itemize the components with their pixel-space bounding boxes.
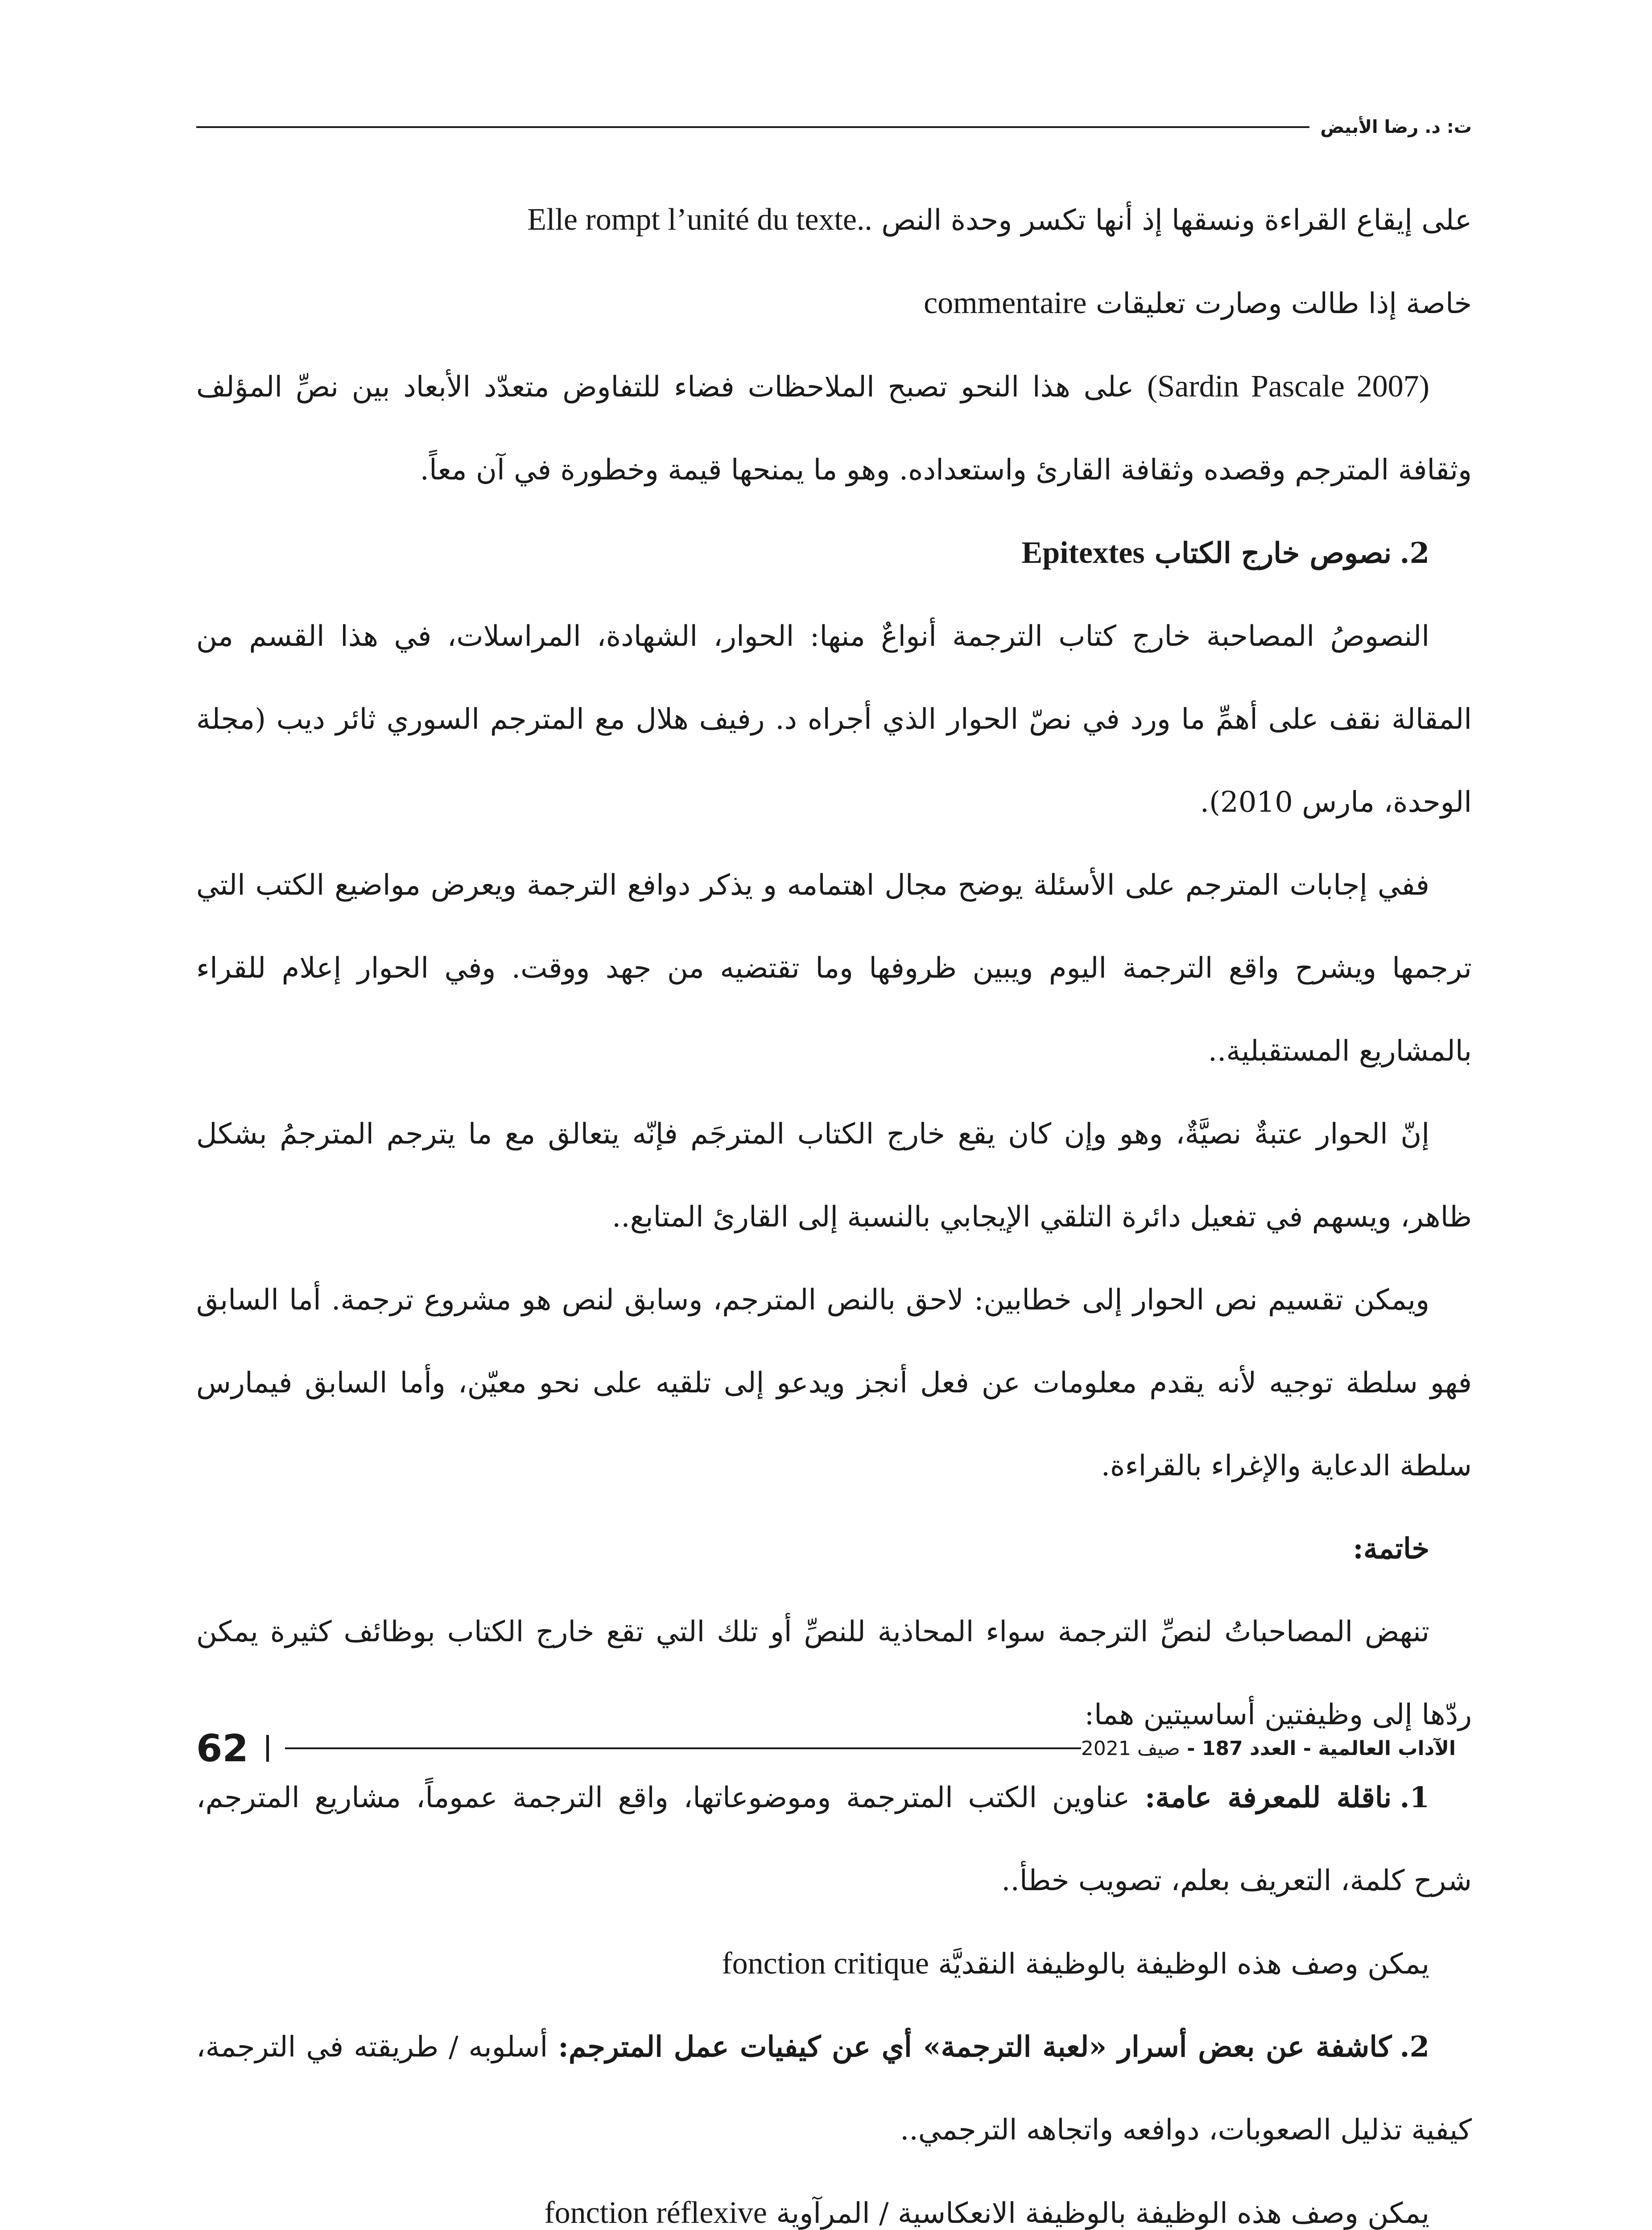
paragraph-2-text: على هذا النحو تصبح الملاحظات فضاء للتفاوض متعدّد الأبعاد بين نصِّ المؤلف وثقافة المترجم وقصده وثقافة القارئ واستعداده. وهو ما يمنحها قيمة وخطورة في آن معاً. <box>196 371 1472 487</box>
footer-rule <box>285 1747 1081 1749</box>
list-item-2-title: كاشفة عن بعض أسرار «لعبة الترجمة» أي عن كيفيات عمل المترجم: <box>558 2030 1392 2064</box>
list-item-1-text: عناوين الكتب المترجمة وموضوعاتها، واقع الترجمة عموماً، مشاريع المترجم، شرح كلمة، التعريف بعلم، تصويب خطأ.. <box>196 1781 1472 1897</box>
list-item-2-text: أسلوبه / طريقته في الترجمة، كيفية تذليل الصعوبات، دوافعه واتجاهه الترجمي.. <box>196 2031 1472 2147</box>
header-rule <box>196 126 1309 128</box>
paragraph-7: تنهض المصاحباتُ لنصِّ الترجمة سواء المحاذية للنصِّ أو تلك التي تقع خارج الكتاب بوظائف كثيرة يمكن ردّها إلى وظيفتين أساسيتين هما: <box>196 1615 1472 1731</box>
section-2-latin: Epitextes <box>1021 536 1145 570</box>
list-item-2-latin: fonction réflexive <box>544 2196 767 2230</box>
list-item-1 <box>196 1756 1472 1922</box>
paragraph-2 <box>196 345 1472 512</box>
list-item-2-number: 2. <box>1400 2030 1429 2064</box>
list-item-1-desc-text: يمكن وصف هذه الوظيفة بالوظيفة النقديَّة <box>929 1948 1429 1981</box>
list-item-1-latin: fonction critique <box>722 1946 929 1981</box>
paragraph-5: إنّ الحوار عتبةٌ نصيَّةٌ، وهو وإن كان يقع خارج الكتاب المترجَم فإنّه يتعالق مع ما يترجم المترجمُ بشكل ظاهر، ويسهم في تفعيل دائرة التلقي الإيجابي بالنسبة إلى القارئ المتابع.. <box>196 1118 1472 1234</box>
paragraph-1-latin: Elle rompt l’unité du texte.. <box>527 202 872 237</box>
journal-info <box>1081 1737 1456 1760</box>
list-item-1-title: ناقلة للمعرفة عامة: <box>1144 1781 1392 1814</box>
footer-separator <box>266 1735 269 1762</box>
paragraph-1-text: على إيقاع القراءة ونسقها إذ أنها تكسر وحدة النص <box>872 204 1472 237</box>
section-2-heading <box>196 512 1472 595</box>
paragraph-3: النصوصُ المصاحبة خارج كتاب الترجمة أنواعٌ منها: الحوار، الشهادة، المراسلات، في هذا القسم من المقالة نقف على أهمِّ ما ورد في نصّ الحوار الذي أجراه د. رفيف هلال مع المترجم السوري ثائر ديب (مجلة الوحدة، مارس 2010). <box>196 620 1472 819</box>
paragraph-1 <box>196 178 1472 345</box>
list-item-2-description <box>196 2172 1472 2230</box>
list-item-2 <box>196 2006 1472 2172</box>
section-2-number: 2. <box>1400 537 1429 570</box>
journal-name: الآداب العالمية <box>1318 1737 1456 1760</box>
list-item-1-description <box>196 1922 1472 2006</box>
paragraph-4: ففي إجابات المترجم على الأسئلة يوضح مجال اهتمامه و يذكر دوافع الترجمة ويعرض مواضيع الكتب التي ترجمها ويشرح واقع الترجمة اليوم ويبين ظروفها وما تقتضيه من جهد ووقت. وفي الحوار إعلام للقراء بالمشاريع المستقبلية.. <box>196 869 1472 1068</box>
page-number: 62 <box>196 1726 248 1770</box>
running-header <box>196 112 1472 143</box>
issue-season: صيف 2021 <box>1081 1737 1180 1760</box>
paragraph-1-line2: خاصة إذا طالت وصارت تعليقات <box>1086 287 1472 320</box>
list-item-1-number: 1. <box>1400 1781 1429 1814</box>
body-text <box>196 178 1472 2230</box>
paragraph-2-citation: (Sardin Pascale 2007) <box>1147 369 1429 404</box>
paragraph-1-latin2: commentaire <box>924 286 1087 320</box>
paragraph-6: ويمكن تقسيم نص الحوار إلى خطابين: لاحق بالنص المترجم، وسابق لنص هو مشروع ترجمة. أما السابق فهو سلطة توجيه لأنه يقدم معلومات عن فعل أنجز ويدعو إلى تلقيه على نحو معيّن، وأما السابق فيمارس سلطة الدعاية والإغراء بالقراءة. <box>196 1284 1472 1483</box>
section-2-title: نصوص خارج الكتاب <box>1144 537 1392 570</box>
header-author: ت: د. رضا الأبيض <box>1320 117 1472 137</box>
list-item-2-desc-text: يمكن وصف هذه الوظيفة بالوظيفة الانعكاسية / المرآوية <box>767 2197 1429 2230</box>
issue-label: - العدد 187 - <box>1180 1737 1318 1760</box>
conclusion-heading: خاتمة: <box>1353 1532 1429 1565</box>
page-footer <box>196 1724 1472 1773</box>
